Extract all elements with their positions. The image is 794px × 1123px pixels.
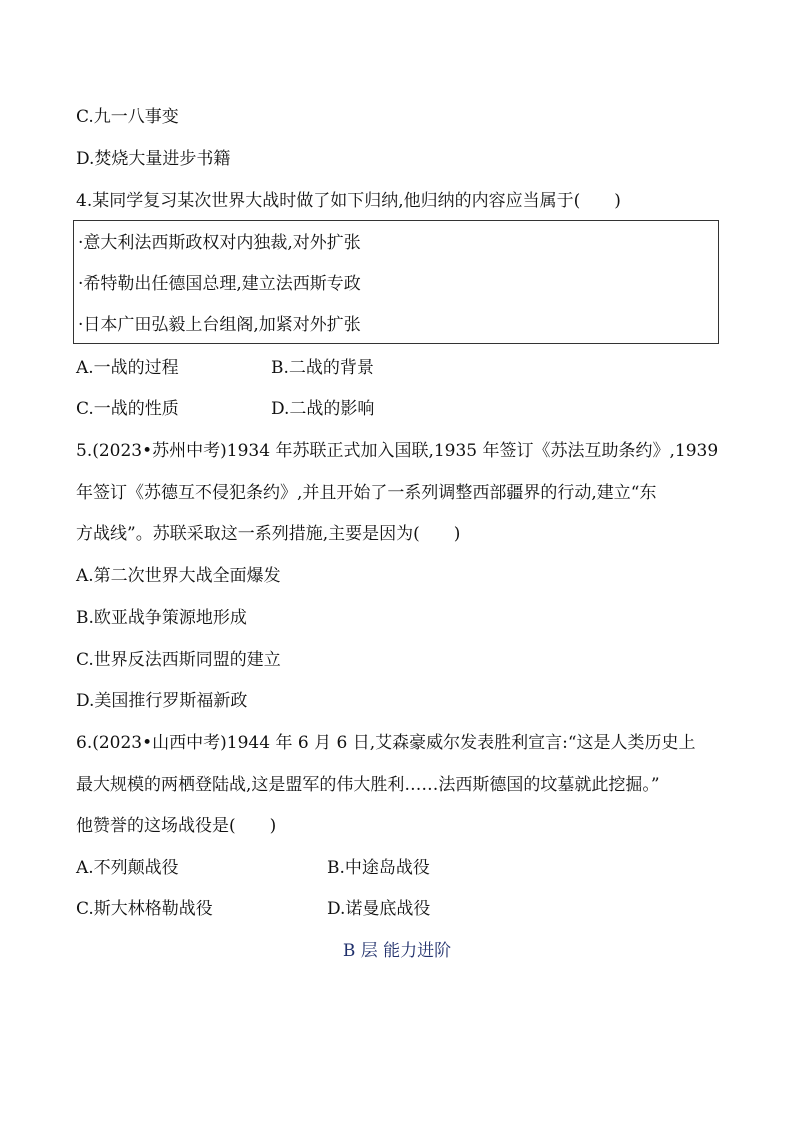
q5-option-a: A.第二次世界大战全面爆发 xyxy=(76,566,281,586)
q5-option-b: B.欧亚战争策源地形成 xyxy=(76,608,247,628)
q4-summary-box xyxy=(73,220,719,344)
q6-option-d: D.诺曼底战役 xyxy=(327,899,431,919)
q5-option-c: C.世界反法西斯同盟的建立 xyxy=(76,650,281,670)
q5-stem-line: 年签订《苏德互不侵犯条约》,并且开始了一系列调整西部疆界的行动,建立“东 xyxy=(76,483,657,503)
q3-option-d: D.焚烧大量进步书籍 xyxy=(76,149,231,169)
q4-option-c: C.一战的性质 xyxy=(76,399,179,419)
q6-option-c: C.斯大林格勒战役 xyxy=(76,899,213,919)
q6-option-b: B.中途岛战役 xyxy=(327,858,430,878)
q4-box-item: ·意大利法西斯政权对内独裁,对外扩张 xyxy=(78,233,361,253)
q4-option-a: A.一战的过程 xyxy=(76,358,179,378)
q4-box-item: ·日本广田弘毅上台组阁,加紧对外扩张 xyxy=(78,315,361,335)
q4-stem: 4.某同学复习某次世界大战时做了如下归纳,他归纳的内容应当属于( ) xyxy=(76,191,621,211)
q4-option-b: B.二战的背景 xyxy=(271,358,374,378)
q5-stem-line: 5.(2023•苏州中考)1934 年苏联正式加入国联,1935 年签订《苏法互助条约》,1939 xyxy=(76,441,719,461)
q4-box-item: ·希特勒出任德国总理,建立法西斯专政 xyxy=(78,274,361,294)
q5-option-d: D.美国推行罗斯福新政 xyxy=(76,691,248,711)
q6-stem-line: 6.(2023•山西中考)1944 年 6 月 6 日,艾森豪威尔发表胜利宣言:“这是人类历史上 xyxy=(76,733,696,753)
q4-option-d: D.二战的影响 xyxy=(271,399,375,419)
q5-stem-line: 方战线”。苏联采取这一系列措施,主要是因为( ) xyxy=(76,524,461,544)
q6-option-a: A.不列颠战役 xyxy=(76,858,179,878)
q3-option-c: C.九一八事变 xyxy=(76,107,179,127)
q6-stem-line: 最大规模的两栖登陆战,这是盟军的伟大胜利……法西斯德国的坟墓就此挖掘。” xyxy=(76,775,660,795)
section-b-heading: B 层 能力进阶 xyxy=(342,941,452,961)
q6-stem-line: 他赞誉的这场战役是( ) xyxy=(76,816,277,836)
